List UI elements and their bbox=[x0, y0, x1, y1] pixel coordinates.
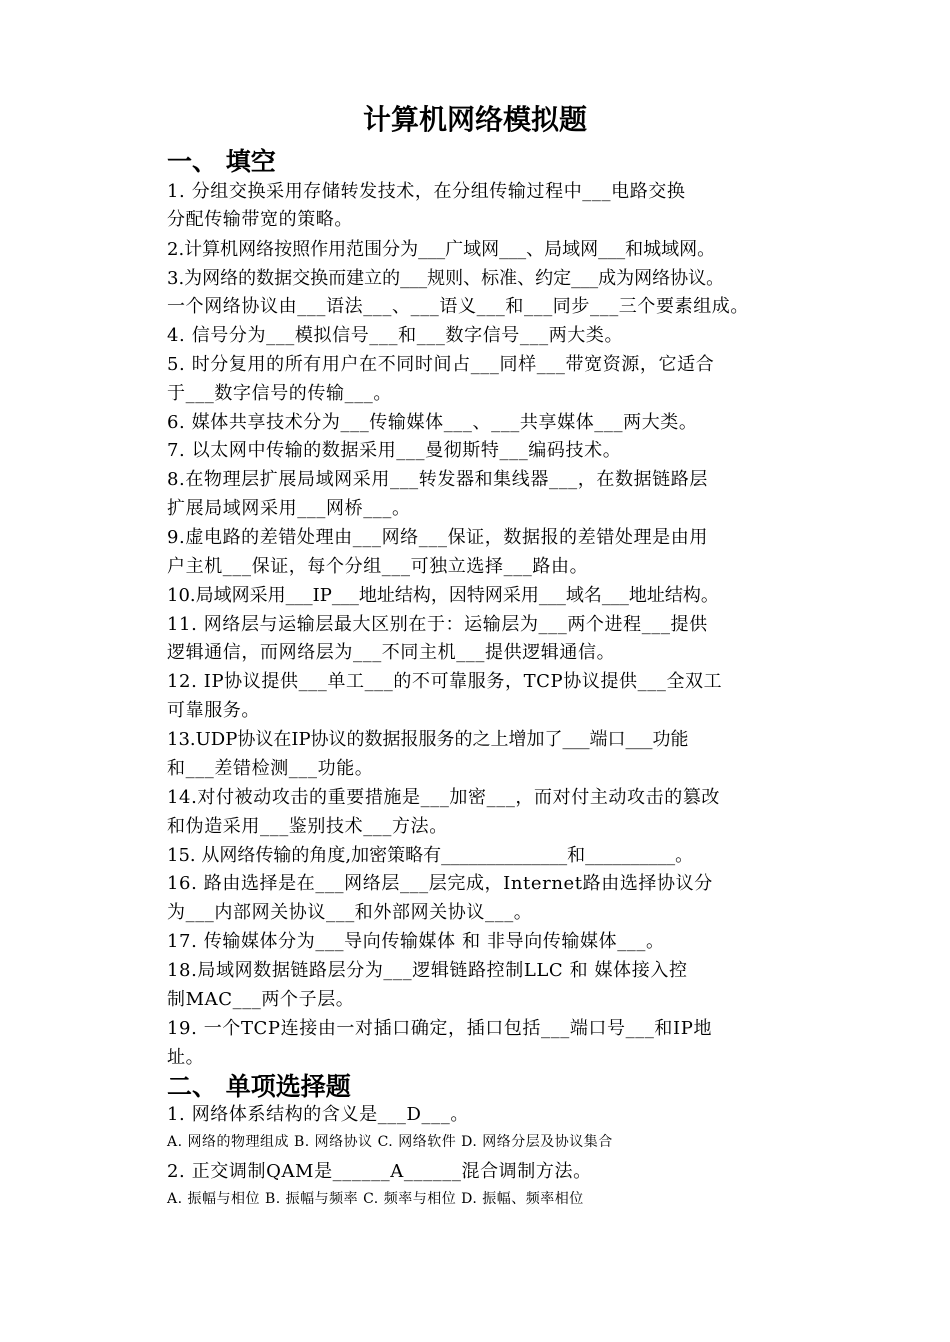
text-line: 于___数字信号的传输___。 bbox=[167, 383, 392, 404]
text-line: 9.虚电路的差错处理由___网络___保证，数据报的差错处理是由用 bbox=[167, 527, 708, 548]
text-line: 19. 一个TCP连接由一对插口确定，插口包括___端口号___和IP地 bbox=[167, 1018, 713, 1039]
text-line: 和___差错检测___功能。 bbox=[167, 758, 374, 779]
text-line: 址。 bbox=[167, 1047, 205, 1068]
text-line: 14.对付被动攻击的重要措施是___加密___，而对付主动攻击的篡改 bbox=[167, 787, 721, 808]
text-line: 户主机___保证，每个分组___可独立选择___路由。 bbox=[167, 556, 589, 577]
text-line: 15. 从网络传输的角度,加密策略有______________和__________。 bbox=[167, 845, 694, 866]
page-title: 计算机网络模拟题 bbox=[362, 103, 587, 136]
text-line: 12. IP协议提供___单工___的不可靠服务，TCP协议提供___全双工 bbox=[167, 671, 723, 692]
option-line: A. 振幅与相位 B. 振幅与频率 C. 频率与相位 D. 振幅、频率相位 bbox=[167, 1191, 584, 1207]
text-line: 17. 传输媒体分为___导向传输媒体 和 非导向传输媒体___。 bbox=[167, 931, 665, 952]
section-heading-choice: 二、 单项选择题 bbox=[167, 1072, 351, 1101]
text-line: 18.局域网数据链路层分为___逻辑链路控制LLC 和 媒体接入控 bbox=[167, 960, 688, 981]
text-line: 13.UDP协议在IP协议的数据报服务的之上增加了___端口___功能 bbox=[167, 729, 689, 750]
section-heading-fill: 一、 填空 bbox=[167, 147, 276, 176]
text-line: 11. 网络层与运输层最大区别在于：运输层为___两个进程___提供 bbox=[167, 614, 708, 635]
text-line: 16. 路由选择是在___网络层___层完成，Internet路由选择协议分 bbox=[167, 873, 713, 894]
text-line: 8.在物理层扩展局域网采用___转发器和集线器___，在数据链路层 bbox=[167, 469, 708, 490]
text-line: 为___内部网关协议___和外部网关协议___。 bbox=[167, 902, 533, 923]
text-line: 2.计算机网络按照作用范围分为___广域网___、局域网___和城域网。 bbox=[167, 239, 716, 260]
text-line: 扩展局域网采用___网桥___。 bbox=[167, 498, 411, 519]
option-line: A. 网络的物理组成 B. 网络协议 C. 网络软件 D. 网络分层及协议集合 bbox=[167, 1134, 613, 1150]
text-line: 分配传输带宽的策略。 bbox=[167, 209, 353, 230]
text-line: 5. 时分复用的所有用户在不同时间占___同样___带宽资源，它适合 bbox=[167, 354, 715, 375]
text-line: 1. 分组交换采用存储转发技术，在分组传输过程中___电路交换 bbox=[167, 181, 686, 202]
question-line: 1. 网络体系结构的含义是___D___。 bbox=[167, 1104, 469, 1125]
text-line: 7. 以太网中传输的数据采用___曼彻斯特___编码技术。 bbox=[167, 440, 622, 461]
text-line: 可靠服务。 bbox=[167, 700, 260, 721]
text-line: 逻辑通信，而网络层为___不同主机___提供逻辑通信。 bbox=[167, 642, 616, 663]
text-line: 3.为网络的数据交换而建立的___规则、标准、约定___成为网络协议。 bbox=[167, 268, 725, 289]
text-line: 和伪造采用___鉴别技术___方法。 bbox=[167, 816, 448, 837]
text-line: 4. 信号分为___模拟信号___和___数字信号___两大类。 bbox=[167, 325, 624, 346]
text-line: 一个网络协议由___语法___、___语义___和___同步___三个要素组成。 bbox=[167, 296, 749, 317]
question-line: 2. 正交调制QAM是______A______混合调制方法。 bbox=[167, 1161, 592, 1182]
text-line: 10.局域网采用___IP___地址结构，因特网采用___域名___地址结构。 bbox=[167, 585, 719, 606]
text-line: 制MAC___两个子层。 bbox=[167, 989, 355, 1010]
text-line: 6. 媒体共享技术分为___传输媒体___、___共享媒体___两大类。 bbox=[167, 412, 698, 433]
